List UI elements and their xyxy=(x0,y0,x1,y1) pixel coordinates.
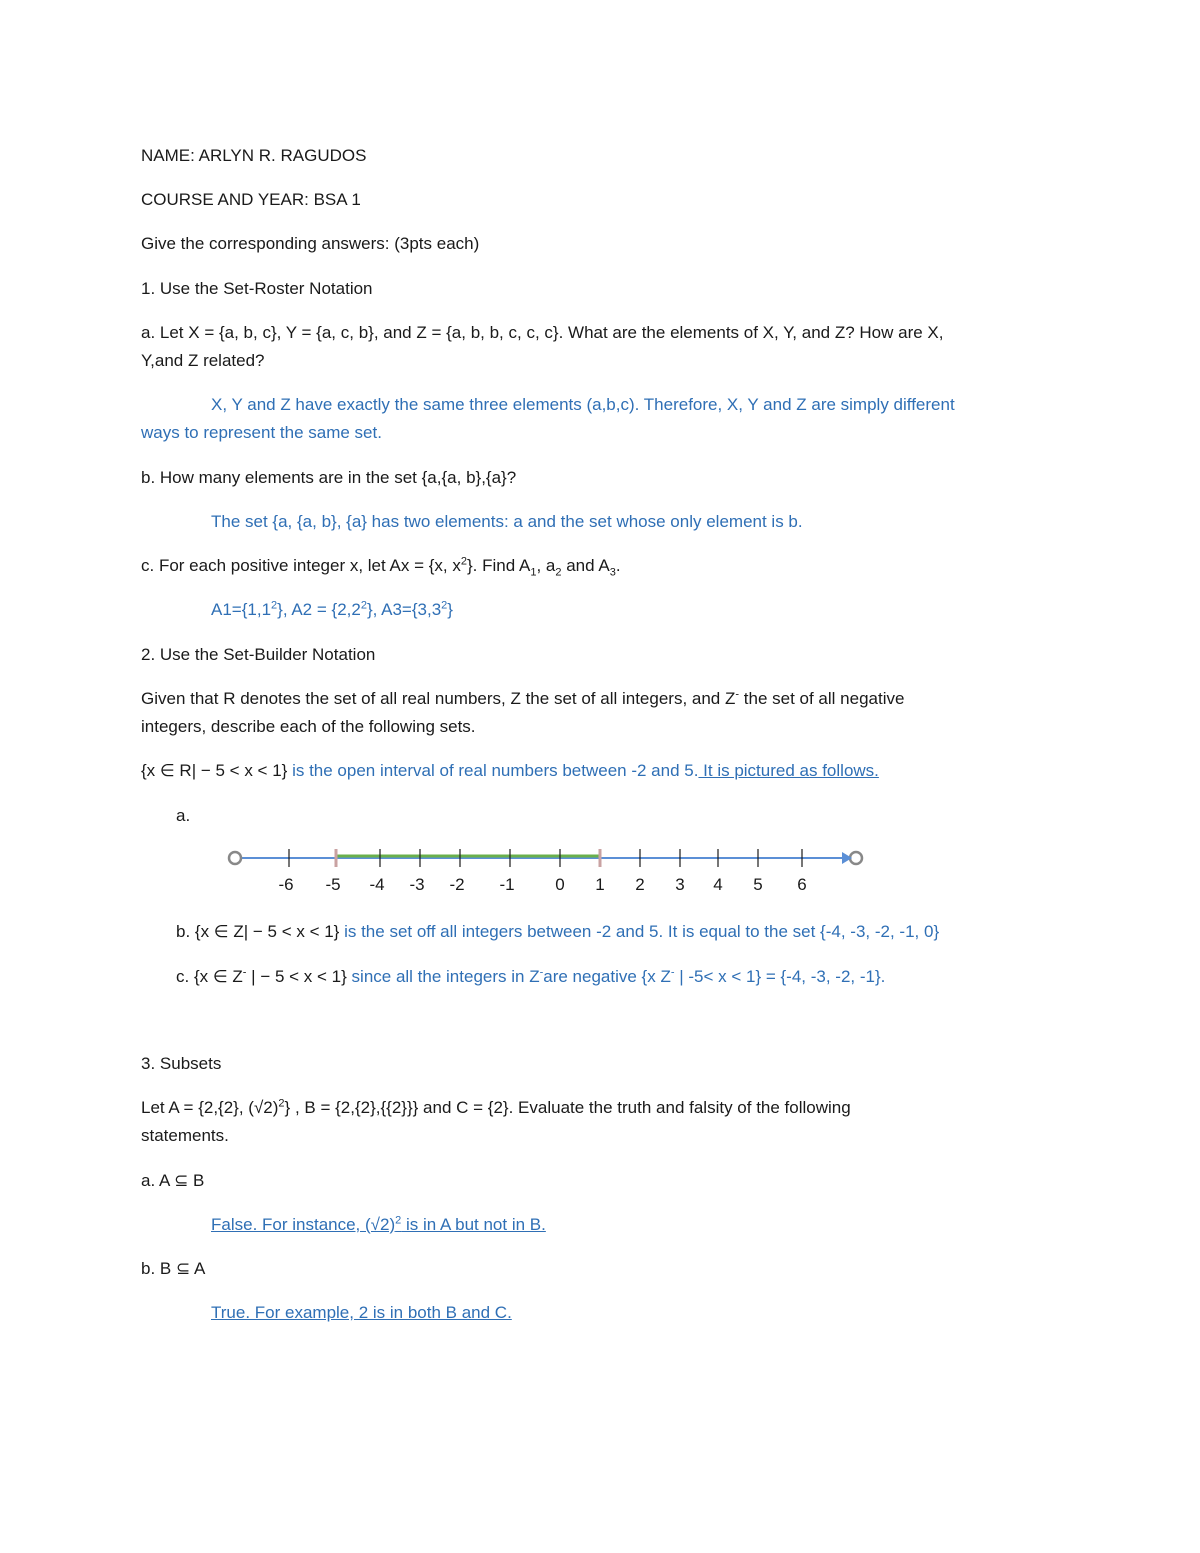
q2c-expression-1: {x ∈ Z xyxy=(193,967,243,986)
q3a-question: a. A ⊆ B xyxy=(141,1171,205,1190)
tick-label: -3 xyxy=(409,875,425,894)
q2-title: 2. Use the Set-Builder Notation xyxy=(141,645,376,664)
q2b-label: b. xyxy=(176,922,195,941)
q1c-question xyxy=(141,555,621,577)
q2c-expression-2: | − 5 < x < 1} xyxy=(246,967,347,986)
q3-given-text-1: Let A = {2,{2}, (√2) xyxy=(141,1098,279,1117)
tick-label: 6 xyxy=(797,875,807,894)
q2-given-text-1: Given that R denotes the set of all real numbers, Z the set of all integers, and Z xyxy=(141,689,736,708)
q3-given-sup: 2 xyxy=(278,1097,285,1110)
q2c-expression-sup: - xyxy=(242,966,247,979)
q2c-description-1: since all the integers in Z xyxy=(346,967,540,986)
q1c-text-3: , a xyxy=(536,556,556,575)
q3b-answer: True. For example, 2 is in both B and C. xyxy=(211,1303,512,1322)
q2-set-description: is the open interval of real numbers between -2 and 5. xyxy=(287,761,699,780)
q1c-ans-3: }, A3={3,3 xyxy=(366,600,442,619)
q2c-description-sup: - xyxy=(539,966,544,979)
q1c-sub1: 1 xyxy=(530,566,537,579)
tick-label: -4 xyxy=(369,875,385,894)
q2b-line xyxy=(176,921,939,943)
q1c-sup: 2 xyxy=(460,555,467,568)
q1c-ans-sup1: 2 xyxy=(271,599,278,612)
q1a-answer-line1: X, Y and Z have exactly the same three elements (a,b,c). Therefore, X, Y and Z are simply different xyxy=(211,395,955,414)
q2c-label: c. xyxy=(176,967,194,986)
q2-given-text-2: the set of all negative xyxy=(739,689,905,708)
tick-label: 5 xyxy=(753,875,763,894)
q3-title: 3. Subsets xyxy=(141,1054,222,1073)
q1a-question-line2: Y,and Z related? xyxy=(141,351,265,370)
tick-label: -1 xyxy=(499,875,515,894)
q1c-ans-4: } xyxy=(447,600,453,619)
tick-label: 0 xyxy=(555,875,565,894)
q3-given-line2: statements. xyxy=(141,1126,229,1145)
q2b-expression: {x ∈ Z| − 5 < x < 1} xyxy=(194,922,340,941)
q2c-description-2: are negative {x Z xyxy=(543,967,671,986)
tick-label: -6 xyxy=(278,875,294,894)
q2-set-description-underlined: It is pictured as follows. xyxy=(698,761,879,780)
q1c-ans-1: A1={1,1 xyxy=(211,600,272,619)
q3a-answer-text-2: is in A but not in B. xyxy=(401,1215,546,1234)
q1c-text-1: c. For each positive integer x, let Ax = {x, x xyxy=(141,556,461,575)
q2-given-line2: integers, describe each of the following sets. xyxy=(141,717,476,736)
q1c-ans-2: }, A2 = {2,2 xyxy=(277,600,361,619)
course-line: COURSE AND YEAR: BSA 1 xyxy=(141,190,361,209)
tick-label: 4 xyxy=(713,875,723,894)
q1c-answer xyxy=(211,599,453,621)
q2b-description: is the set off all integers between -2 and 5. It is equal to the set {-4, -3, -2, -1, 0} xyxy=(339,922,940,941)
name-line: NAME: ARLYN R. RAGUDOS xyxy=(141,146,367,165)
q3a-answer-sup: 2 xyxy=(395,1214,402,1227)
q1a-answer-line2: ways to represent the same set. xyxy=(141,423,382,442)
q1a-question-line1: a. Let X = {a, b, c}, Y = {a, c, b}, and Z = {a, b, b, c, c, c}. What are the elements of X, Y, and Z? How are X, xyxy=(141,323,944,342)
tick-label: 1 xyxy=(595,875,605,894)
q1c-text-4: and A xyxy=(561,556,610,575)
q1c-sub3: 3 xyxy=(609,566,616,579)
q3b-question: b. B ⊆ A xyxy=(141,1259,206,1278)
q2-given-sup: - xyxy=(735,688,740,701)
q1c-text-2: }. Find A xyxy=(466,556,531,575)
q3-given-text-2: } , B = {2,{2},{{2}}} and C = {2}. Evaluate the truth and falsity of the following xyxy=(284,1098,851,1117)
q1-title: 1. Use the Set-Roster Notation xyxy=(141,279,373,298)
q2-set-line xyxy=(141,760,879,782)
tick-label: -5 xyxy=(325,875,341,894)
q2c-line xyxy=(176,966,885,988)
q2c-description-3: | -5< x < 1} = {-4, -3, -2, -1}. xyxy=(674,967,886,986)
q1c-ans-sup2: 2 xyxy=(360,599,367,612)
q3a-answer-text-1: False. For instance, (√2) xyxy=(211,1215,396,1234)
left-open-circle xyxy=(229,852,241,864)
q2a-label: a. xyxy=(176,806,191,825)
q1c-sub2: 2 xyxy=(555,566,562,579)
tick-label: 2 xyxy=(635,875,645,894)
instruction-line: Give the corresponding answers: (3pts each) xyxy=(141,234,480,253)
q3a-answer xyxy=(211,1214,546,1236)
q1b-answer: The set {a, {a, b}, {a} has two elements: a and the set whose only element is b. xyxy=(211,512,803,531)
tick-label: 3 xyxy=(675,875,685,894)
tick-label: -2 xyxy=(449,875,465,894)
number-line-chart xyxy=(222,838,872,898)
q2-set-expression: {x ∈ R| − 5 < x < 1} xyxy=(141,761,288,780)
q2-given-line1 xyxy=(141,688,904,710)
q2c-description-sup2: - xyxy=(670,966,675,979)
q1c-ans-sup3: 2 xyxy=(441,599,448,612)
q1c-text-5: . xyxy=(615,556,621,575)
q3-given-line1 xyxy=(141,1097,851,1119)
q1b-question: b. How many elements are in the set {a,{a, b},{a}? xyxy=(141,468,517,487)
